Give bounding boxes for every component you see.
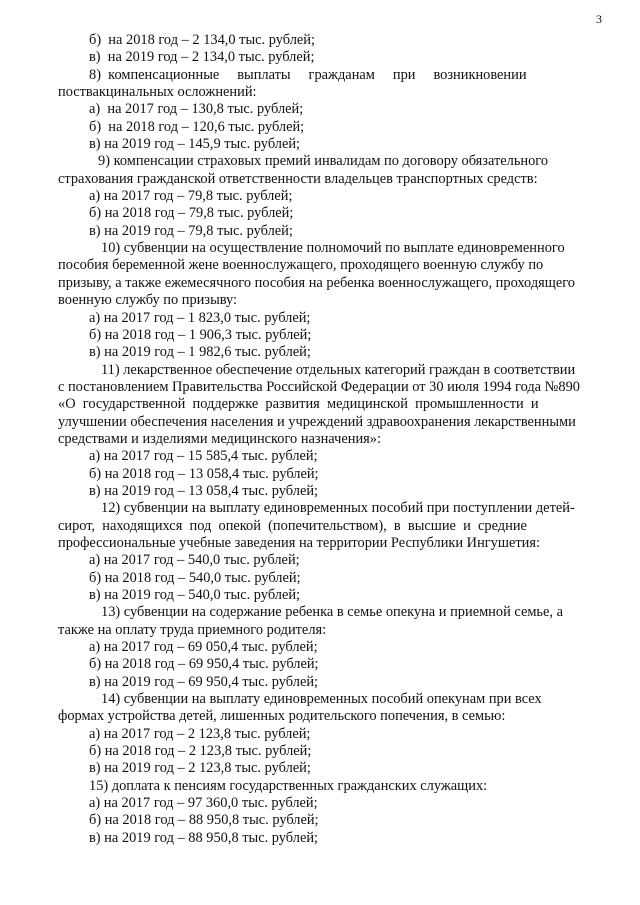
- text-line: с постановлением Правительства Российской Федерации от 30 июля 1994 года №890: [58, 378, 580, 395]
- item-13-heading: 13) субвенции на содержание ребенка в семье опекуна и приемной семье, а: [101, 604, 563, 621]
- text-line: б) на 2018 год – 540,0 тыс. рублей;: [89, 569, 301, 586]
- text-line: а) на 2017 год – 130,8 тыс. рублей;: [89, 101, 304, 118]
- text-line: а) на 2017 год – 1 823,0 тыс. рублей;: [89, 309, 311, 326]
- text-line: в) на 2019 год – 69 950,4 тыс. рублей;: [89, 673, 319, 690]
- text-line: в) на 2019 год – 13 058,4 тыс. рублей;: [89, 482, 319, 499]
- text-line: сирот, находящихся под опекой (попечительством), в высшие и средние: [58, 517, 527, 534]
- text-line: б) на 2018 год – 2 134,0 тыс. рублей;: [89, 32, 315, 48]
- text-line: страхования гражданской ответственности владельцев транспортных средств:: [58, 170, 538, 187]
- text-line: также на оплату труда приемного родителя:: [58, 621, 327, 638]
- text-line: б) на 2018 год – 13 058,4 тыс. рублей;: [89, 465, 319, 482]
- text-line: б) на 2018 год – 69 950,4 тыс. рублей;: [89, 656, 319, 673]
- text-line: военную службу по призыву:: [58, 292, 238, 309]
- text-line: а) на 2017 год – 15 585,4 тыс. рублей;: [89, 448, 318, 465]
- text-line: пособия беременной жене военнослужащего, проходящего военную службу по: [58, 257, 544, 274]
- text-line: профессиональные учебные заведения на территории Республики Ингушетия:: [58, 534, 540, 551]
- item-15-heading: 15) доплата к пенсиям государственных гражданских служащих:: [89, 777, 488, 794]
- text-line: в) на 2019 год – 79,8 тыс. рублей;: [89, 222, 293, 239]
- text-line: в) на 2019 год – 540,0 тыс. рублей;: [89, 587, 301, 603]
- text-line: призыву, а также ежемесячного пособия на ребенка военнослужащего, проходящего: [58, 274, 575, 291]
- item-8-heading: 8) компенсационные выплаты гражданам при возникновении: [89, 66, 527, 83]
- text-line: а) на 2017 год – 69 050,4 тыс. рублей;: [89, 639, 318, 656]
- item-14-heading: 14) субвенции на выплату единовременных пособий опекунам при всех: [101, 691, 542, 708]
- text-line: б) на 2018 год – 79,8 тыс. рублей;: [89, 205, 294, 222]
- text-line: в) на 2019 год – 2 134,0 тыс. рублей;: [89, 49, 315, 66]
- item-11-heading: 11) лекарственное обеспечение отдельных категорий граждан в соответствии: [101, 361, 576, 378]
- text-line: формах устройства детей, лишенных родительского попечения, в семью:: [58, 708, 506, 725]
- text-line: б) на 2018 год – 1 906,3 тыс. рублей;: [89, 326, 312, 343]
- item-10-heading: 10) субвенции на осуществление полномочий по выплате единовременного: [101, 240, 565, 257]
- text-line: а) на 2017 год – 79,8 тыс. рублей;: [89, 188, 293, 205]
- text-line: поствакцинальных осложнений:: [58, 84, 257, 101]
- text-line: б) на 2018 год – 88 950,8 тыс. рублей;: [89, 812, 319, 829]
- document-body: [58, 32, 614, 847]
- text-line: в) на 2019 год – 88 950,8 тыс. рублей;: [89, 829, 319, 846]
- item-12-heading: 12) субвенции на выплату единовременных пособий при поступлении детей-: [101, 500, 575, 517]
- text-line: в) на 2019 год – 145,9 тыс. рублей;: [89, 136, 301, 153]
- text-line: в) на 2019 год – 2 123,8 тыс. рублей;: [89, 760, 311, 777]
- text-line: «О государственной поддержке развития медицинской промышленности и: [58, 396, 539, 413]
- text-line: а) на 2017 год – 2 123,8 тыс. рублей;: [89, 725, 311, 742]
- item-9-heading: 9) компенсации страховых премий инвалидам по договору обязательного: [98, 153, 549, 170]
- text-line: б) на 2018 год – 2 123,8 тыс. рублей;: [89, 743, 312, 760]
- text-line: а) на 2017 год – 540,0 тыс. рублей;: [89, 552, 300, 569]
- page-number: 3: [596, 12, 602, 26]
- text-line: а) на 2017 год – 97 360,0 тыс. рублей;: [89, 795, 318, 812]
- text-line: улучшении обеспечения населения и учреждений здравоохранения лекарственными: [58, 413, 576, 430]
- text-line: в) на 2019 год – 1 982,6 тыс. рублей;: [89, 344, 311, 361]
- text-line: средствами и изделиями медицинского назначения»:: [58, 430, 381, 447]
- text-line: б) на 2018 год – 120,6 тыс. рублей;: [89, 118, 305, 135]
